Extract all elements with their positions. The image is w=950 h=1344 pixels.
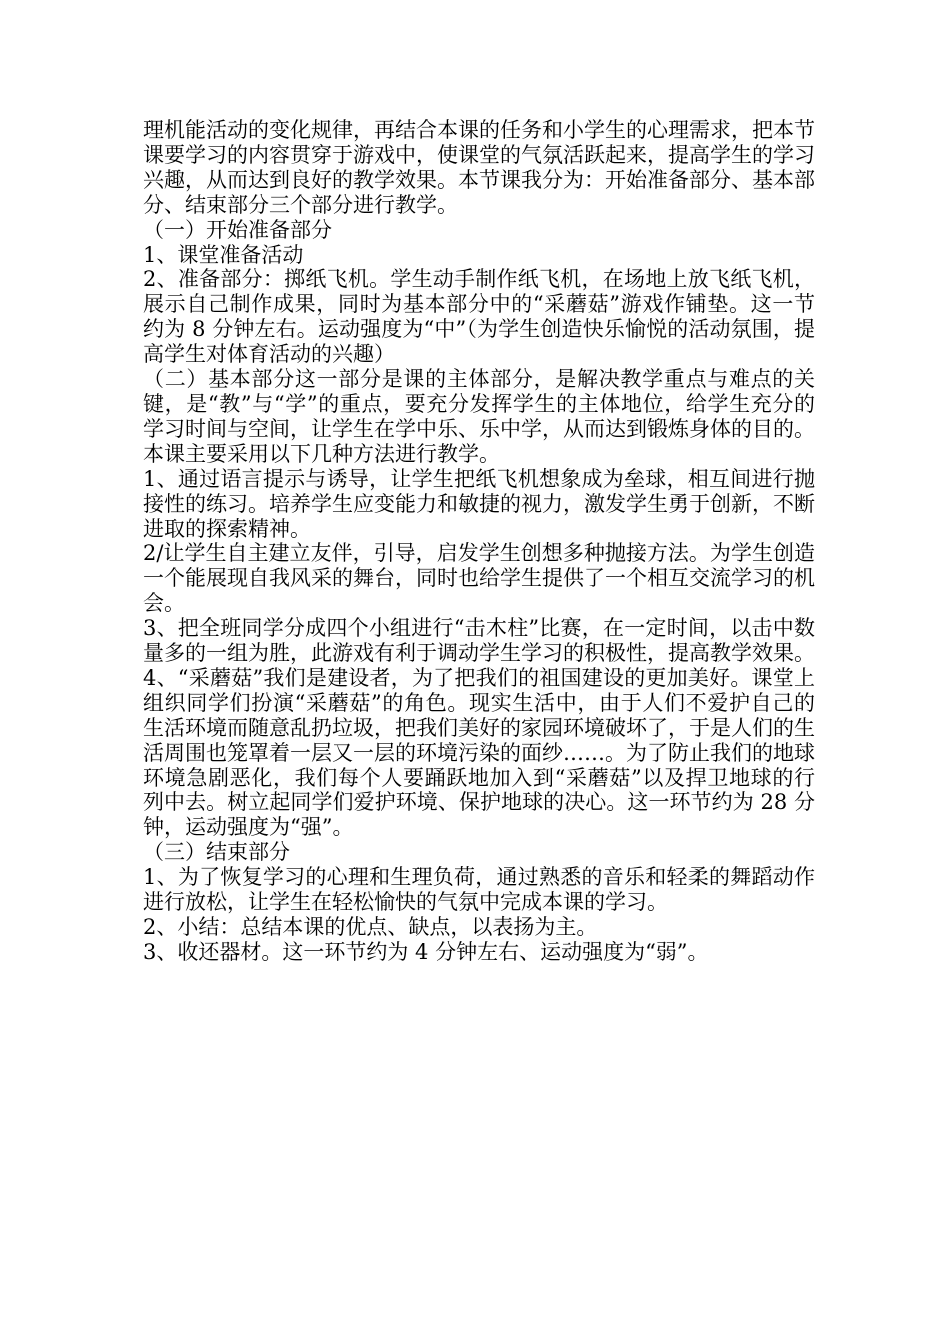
paragraph-method-4: 4、“采蘑菇”我们是建设者，为了把我们的祖国建设的更加美好。课堂上组织同学们扮演“采蘑菇”的角色。现实生活中，由于人们不爱护自己的生活环境而随意乱扔垃圾，把我们美好的家园环境破坏了，于是人们的生活周围也笼罩着一层又一层的环境污染的面纱……。为了防止我们的地球环境急剧恶化，我们每个人要踊跃地加入到“采蘑菇”以及捍卫地球的行列中去。树立起同学们爱护环境、保护地球的决心。这一环节约为 28 分钟，运动强度为“强”。 [143, 665, 815, 840]
paragraph-method-2: 2/让学生自主建立友伴，引导，启发学生创想多种抛接方法。为学生创造一个能展现自我风采的舞台，同时也给学生提供了一个相互交流学习的机会。 [143, 541, 815, 616]
paragraph-prep: 2、准备部分：掷纸飞机。学生动手制作纸飞机，在场地上放飞纸飞机，展示自己制作成果，同时为基本部分中的“采蘑菇”游戏作铺垫。这一节约为 8 分钟左右。运动强度为“中”（为学生创造快乐愉悦的活动氛围，提高学生对体育活动的兴趣） [143, 267, 815, 367]
paragraph-end-1: 1、为了恢复学习的心理和生理负荷，通过熟悉的音乐和轻柔的舞蹈动作进行放松，让学生在轻松愉快的气氛中完成本课的学习。 [143, 865, 815, 915]
section-heading-start: （一）开始准备部分 [143, 217, 332, 242]
paragraph-warmup: 1、课堂准备活动 [143, 242, 304, 267]
section-heading-end: （三）结束部分 [143, 840, 290, 865]
paragraph-method-3: 3、把全班同学分成四个小组进行“击木柱”比赛，在一定时间，以击中数量多的一组为胜，此游戏有利于调动学生学习的积极性，提高教学效果。 [143, 616, 815, 666]
paragraph-end-2: 2、小结：总结本课的优点、缺点，以表扬为主。 [143, 915, 598, 939]
document-body [143, 118, 815, 965]
paragraph-intro: 理机能活动的变化规律，再结合本课的任务和小学生的心理需求，把本节课要学习的内容贯穿于游戏中，使课堂的气氛活跃起来，提高学生的学习兴趣，从而达到良好的教学效果。本节课我分为：开始准备部分、基本部分、结束部分三个部分进行教学。 [143, 118, 815, 217]
paragraph-end-3: 3、收还器材。这一环节约为 4 分钟左右、运动强度为“弱”。 [143, 939, 709, 964]
section-heading-basic: （二）基本部分这一部分是课的主体部分，是解决教学重点与难点的关键，是“教”与“学”的重点，要充分发挥学生的主体地位，给学生充分的学习时间与空间，让学生在学中乐、乐中学，从而达到锻炼身体的目的。本课主要采用以下几种方法进行教学。 [143, 367, 815, 466]
paragraph-method-1: 1、通过语言提示与诱导，让学生把纸飞机想象成为垒球，相互间进行抛接性的练习。培养学生应变能力和敏捷的视力，激发学生勇于创新，不断进取的探索精神。 [143, 466, 815, 541]
